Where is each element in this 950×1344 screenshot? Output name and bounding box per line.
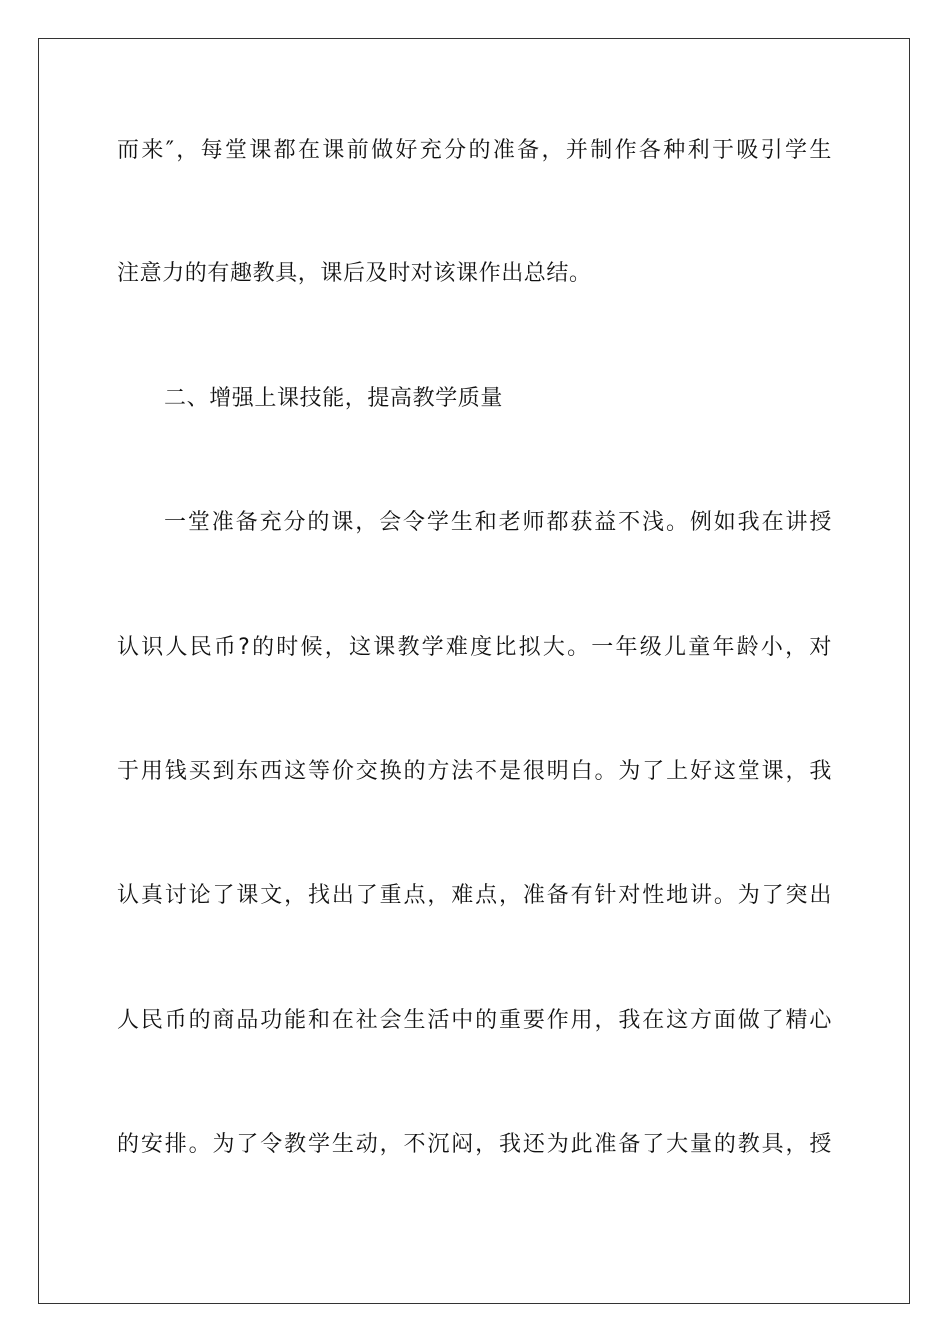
paragraph-line: 认识人民币?的时候，这课教学难度比拟大。一年级儿童年龄小，对	[117, 635, 832, 660]
paragraph-line: 一堂准备充分的课，会令学生和老师都获益不浅。例如我在讲授	[164, 510, 832, 535]
page-border	[38, 38, 910, 1304]
paragraph-line: 而来″，每堂课都在课前做好充分的准备，并制作各种利于吸引学生	[117, 138, 832, 163]
paragraph-line: 认真讨论了课文，找出了重点，难点，准备有针对性地讲。为了突出	[117, 883, 832, 908]
section-heading: 二、增强上课技能，提高教学质量	[164, 386, 504, 411]
paragraph-line: 人民币的商品功能和在社会生活中的重要作用，我在这方面做了精心	[117, 1008, 832, 1033]
paragraph-line: 注意力的有趣教具，课后及时对该课作出总结。	[117, 261, 592, 286]
paragraph-line: 于用钱买到东西这等价交换的方法不是很明白。为了上好这堂课，我	[117, 759, 832, 784]
paragraph-line: 的安排。为了令教学生动，不沉闷，我还为此准备了大量的教具，授	[117, 1132, 832, 1157]
